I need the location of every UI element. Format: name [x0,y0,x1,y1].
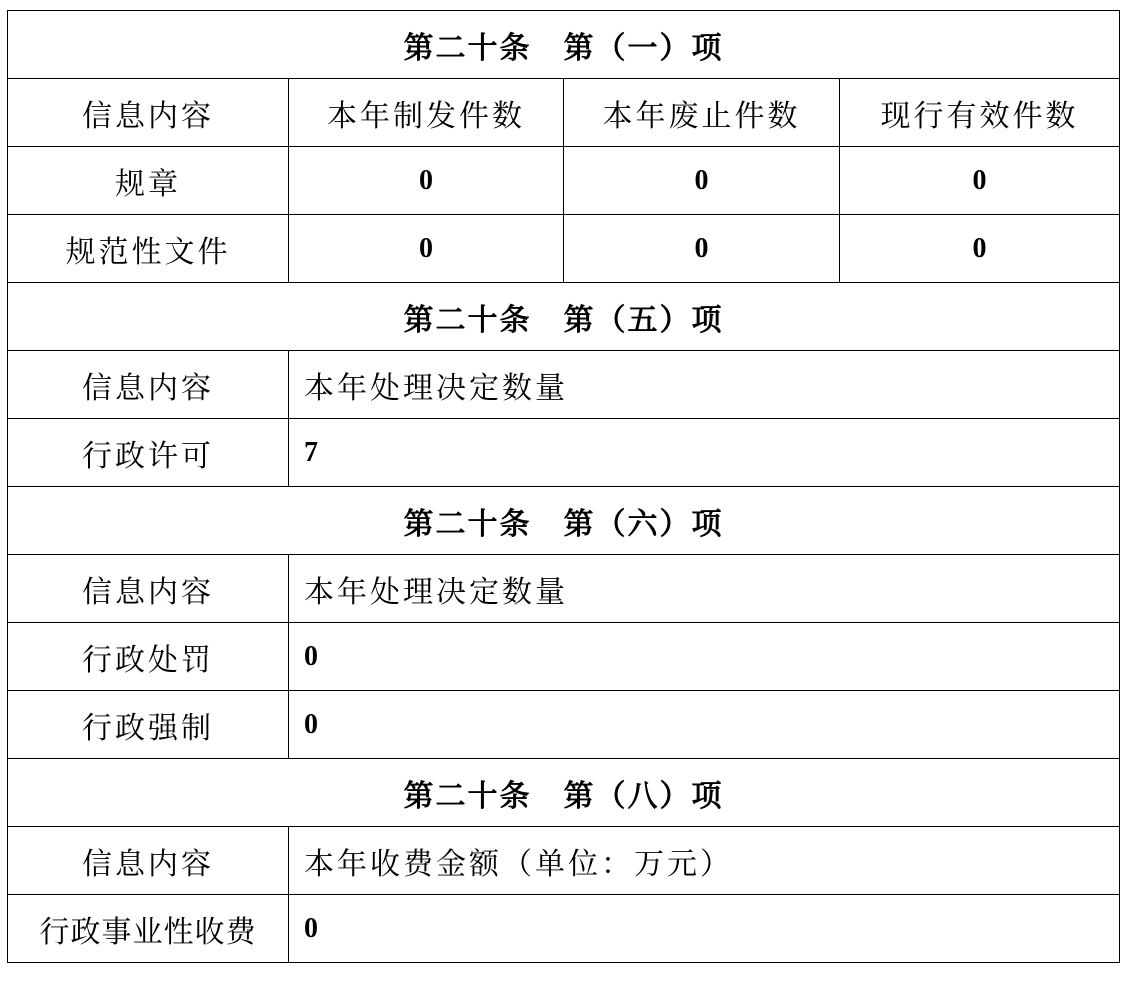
made-count: 0 [289,215,564,283]
column-header-made: 本年制发件数 [289,79,564,147]
table-header-row [8,79,1120,147]
table-row [8,147,1120,215]
table-header-row [8,555,1120,623]
section-title: 第二十条 第（一）项 [8,11,1120,79]
section-header-row [8,487,1120,555]
column-header-value: 本年收费金额（单位：万元） [289,827,1120,895]
section-header-row [8,11,1120,79]
row-label: 行政强制 [8,691,289,759]
row-value: 0 [289,895,1120,963]
effective-count: 0 [840,215,1120,283]
column-header-value: 本年处理决定数量 [289,351,1120,419]
column-header-info: 信息内容 [8,555,289,623]
table-row [8,419,1120,487]
made-count: 0 [289,147,564,215]
column-header-effective: 现行有效件数 [840,79,1120,147]
effective-count: 0 [840,147,1120,215]
section-header-row [8,759,1120,827]
table-header-row [8,351,1120,419]
row-label: 规章 [8,147,289,215]
row-label: 规范性文件 [8,215,289,283]
column-header-info: 信息内容 [8,827,289,895]
column-header-info: 信息内容 [8,79,289,147]
section-title: 第二十条 第（六）项 [8,487,1120,555]
column-header-info: 信息内容 [8,351,289,419]
abolished-count: 0 [564,215,840,283]
row-value: 0 [289,623,1120,691]
table-row [8,215,1120,283]
table-row [8,691,1120,759]
row-value: 0 [289,691,1120,759]
row-label: 行政事业性收费 [8,895,289,963]
column-header-abolished: 本年废止件数 [564,79,840,147]
section-header-row [8,283,1120,351]
row-value: 7 [289,419,1120,487]
table-row [8,895,1120,963]
row-label: 行政许可 [8,419,289,487]
table-row [8,623,1120,691]
column-header-value: 本年处理决定数量 [289,555,1120,623]
disclosure-table [7,10,1120,963]
abolished-count: 0 [564,147,840,215]
table-header-row [8,827,1120,895]
section-title: 第二十条 第（五）项 [8,283,1120,351]
row-label: 行政处罚 [8,623,289,691]
section-title: 第二十条 第（八）项 [8,759,1120,827]
